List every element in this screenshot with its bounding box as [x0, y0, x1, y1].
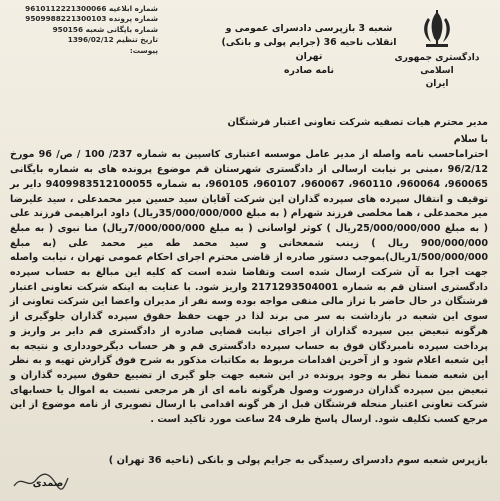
issue-date: تاریخ تنظیم 1396/02/12: [67, 35, 158, 45]
letter-body: [10, 116, 488, 428]
signature-title: بازپرس شعبه سوم دادسرای رسیدگی به جرایم پولی و بانکی (ناحیه 36 تهران ): [108, 455, 488, 466]
branch-title: شعبه 3 بازپرسی دادسرای عمومی و انقلاب ناحیه 36 (جرایم پولی و بانکی) تهران: [221, 23, 397, 62]
branch-heading: [216, 22, 402, 78]
archive-number: شماره بایگانی شعبه 950156: [52, 24, 158, 34]
salutation: با سلام: [453, 133, 488, 145]
org-name-line2: ایران: [425, 79, 449, 89]
attachment-label: پیوست:: [129, 45, 158, 55]
letter-type: نامه صادره: [283, 65, 335, 76]
body-paragraph: احتراماحسب نامه واصله از مدیر عامل موسسه اعتباری کاسپین به شماره 237/ 100 / ص/ 96 مورخ 96/2/12 ،مبنی بر نیابت ارسالی از دادگستری شهرستان قم موضوع پرونده های به شماره بایگانی 960065، 960064، 960110، 960067، 960107، 960105، به شماره 9409983512100055 دایر بر توقیف و انتقال سپرده های سپرده گذاران این شرکت آقایان سید حسین میر محمدعلی ، سید علیرضا میر محمدعلی ، هما مخلصی فرزند شهرام ( به مبلغ 35/000/000/000ریال) داود ابراهیمی فرزند علی ( به مبلغ 25/000/000/000ریال ) کوثر لواسانی ( به مبلغ 7/000/000/000ریال) منا نبوی ( به مبلغ 900/000/000 ریال ) زینب شمعخانی و سید محمد طه میر محمد علی (به مبلغ 1/500/000/000ریال)بموجب دستور صادره از قاضی محترم اجرای احکام عمومی تهران ، نیابت واصله جهت اجرا به آن شرکت ارسال شده است وتقاضا شده است که کلیه این مبالغ به حساب سپرده دادگستری استان قم به شماره 2171293504001 واریز شود. با عنایت به اینکه شرکت تعاونی اعتبار فرشتگان در حال حاضر با تراز مالی منفی مواجه بوده وسه نفر از مدیران واعضا این شرکت تعاونی از سوی این شعبه در بازداشت به سر می برند لذا در جهت حفظ حقوق سپرده گذاران جلوگیری از هرگونه تبعیض بین سپرده گذاران از اجرای نیابت قضایی صادره از دادگستری قم دایر بر واریز و پرداخت سپرده نامبردگان فوق به حساب سپرده دادگستری قم و هر حساب دیگرخودداری و نتیجه به این شعبه اعلام شود و از آخرین اقدامات مربوط به مکاتبات مذکور به شرح فوق گزارش تهیه و به نظر این شعبه ضمنا نظر به وجود پرونده در این شعبه جهت جلو گیری از تضییع حقوق سپرده گذاران و تبعیض بین سپرده گذاران درصورت وصول هرگونه نامه ای از هر مرجعی نسبت به اموال یا حسابهای شرکت تعاونی اعتبار منحله فرشتگان قبل از هر گونه اقدامی با ارسال تصویری از نامه موضوع از این مرجع کسب تکلیف شود. ارسال پاسخ ظرف 24 ساعت مورد تاکید است .: [10, 149, 489, 426]
notice-number: شماره ابلاغیه 9610112221300066: [25, 4, 158, 13]
org-name-line1: دادگستری جمهوری اسلامی: [394, 53, 480, 76]
reference-info: [8, 4, 158, 56]
letter-header: [8, 4, 492, 106]
judiciary-block: [392, 4, 482, 91]
judge-name: صمدی: [32, 478, 64, 489]
iran-emblem-icon: [417, 8, 457, 50]
addressee: مدیر محترم هیات تصفیه شرکت تعاونی اعتبار فرشتگان: [227, 117, 488, 128]
case-number: شماره پرونده 9509988221300103: [25, 14, 158, 24]
